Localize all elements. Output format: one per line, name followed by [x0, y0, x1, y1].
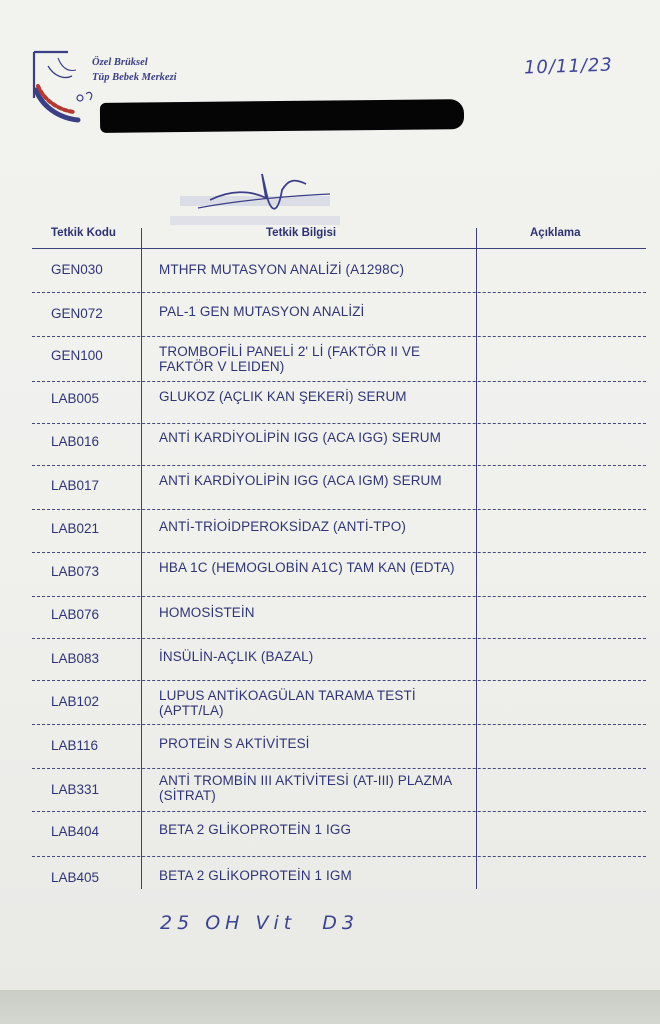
test-code: LAB005	[51, 391, 100, 406]
table-row	[32, 553, 646, 597]
test-info: ANTİ TROMBİN III AKTİVİTESİ (AT-III) PLAZMA (SİTRAT)	[159, 773, 452, 803]
test-code: LAB073	[51, 564, 100, 579]
table-row	[32, 857, 646, 889]
test-code: LAB405	[51, 870, 100, 885]
test-code: LAB016	[51, 434, 100, 449]
table-row	[32, 466, 646, 510]
clinic-name-line1: Özel Brüksel	[92, 57, 148, 68]
test-info: HBA 1C (HEMOGLOBİN A1C) TAM KAN (EDTA)	[159, 560, 455, 575]
table-row	[32, 681, 646, 725]
test-info: LUPUS ANTİKOAGÜLAN TARAMA TESTİ (APTT/LA)	[159, 688, 416, 718]
test-code: GEN100	[51, 348, 103, 363]
table-row	[32, 812, 646, 857]
redaction-bar	[100, 99, 464, 133]
test-info: BETA 2 GLİKOPROTEİN 1 IGM	[159, 868, 352, 883]
table-row	[32, 293, 646, 337]
test-info: PAL-1 GEN MUTASYON ANALİZİ	[159, 304, 365, 319]
clinic-name-line2: Tüp Bebek Merkezi	[92, 72, 177, 83]
handwritten-note	[160, 912, 359, 934]
test-code: LAB083	[51, 651, 100, 666]
test-code: LAB331	[51, 782, 100, 797]
test-info: ANTİ KARDİYOLİPİN IGG (ACA IGG) SERUM	[159, 430, 441, 445]
test-info: ANTİ KARDİYOLİPİN IGG (ACA IGM) SERUM	[159, 473, 442, 488]
test-code: GEN030	[51, 262, 103, 277]
test-info: HOMOSİSTEİN	[159, 605, 255, 620]
test-info: TROMBOFİLİ PANELİ 2' Lİ (FAKTÖR II VE FAKTÖR V LEIDEN)	[159, 344, 421, 374]
test-table	[32, 224, 646, 889]
table-row	[32, 510, 646, 553]
clinic-name	[92, 55, 177, 85]
header-test-code: Tetkik Kodu	[51, 227, 116, 239]
table-row	[32, 424, 646, 466]
table-row	[32, 639, 646, 681]
handwritten-note-part1: 25 OH Vit	[160, 912, 297, 934]
test-info: MTHFR MUTASYON ANALİZİ (A1298C)	[159, 262, 405, 277]
test-info: İNSÜLİN-AÇLIK (BAZAL)	[159, 649, 314, 664]
table-row	[32, 725, 646, 769]
test-code: LAB404	[51, 824, 100, 839]
test-info: BETA 2 GLİKOPROTEİN 1 IGG	[159, 822, 352, 837]
test-code: LAB116	[51, 738, 99, 753]
test-code: LAB017	[51, 478, 100, 493]
test-info: GLUKOZ (AÇLIK KAN ŞEKERİ) SERUM	[159, 389, 407, 404]
test-info: ANTİ-TRİOİDPEROKSİDAZ (ANTİ-TPO)	[159, 519, 406, 534]
test-code: LAB021	[51, 521, 100, 536]
background-surface	[0, 990, 660, 1024]
header-description: Açıklama	[530, 227, 581, 239]
table-row	[32, 597, 646, 639]
table-row	[32, 382, 646, 424]
handwritten-date: 10/11/23	[523, 54, 614, 79]
header-test-info: Tetkik Bilgisi	[266, 227, 337, 239]
test-code: LAB076	[51, 607, 100, 622]
test-info: PROTEİN S AKTİVİTESİ	[159, 736, 310, 751]
test-code: LAB102	[51, 694, 100, 709]
test-code: GEN072	[51, 306, 103, 321]
table-row	[32, 769, 646, 812]
table-row	[32, 337, 646, 382]
table-row	[32, 249, 646, 293]
handwritten-note-part2: D3	[322, 912, 359, 934]
